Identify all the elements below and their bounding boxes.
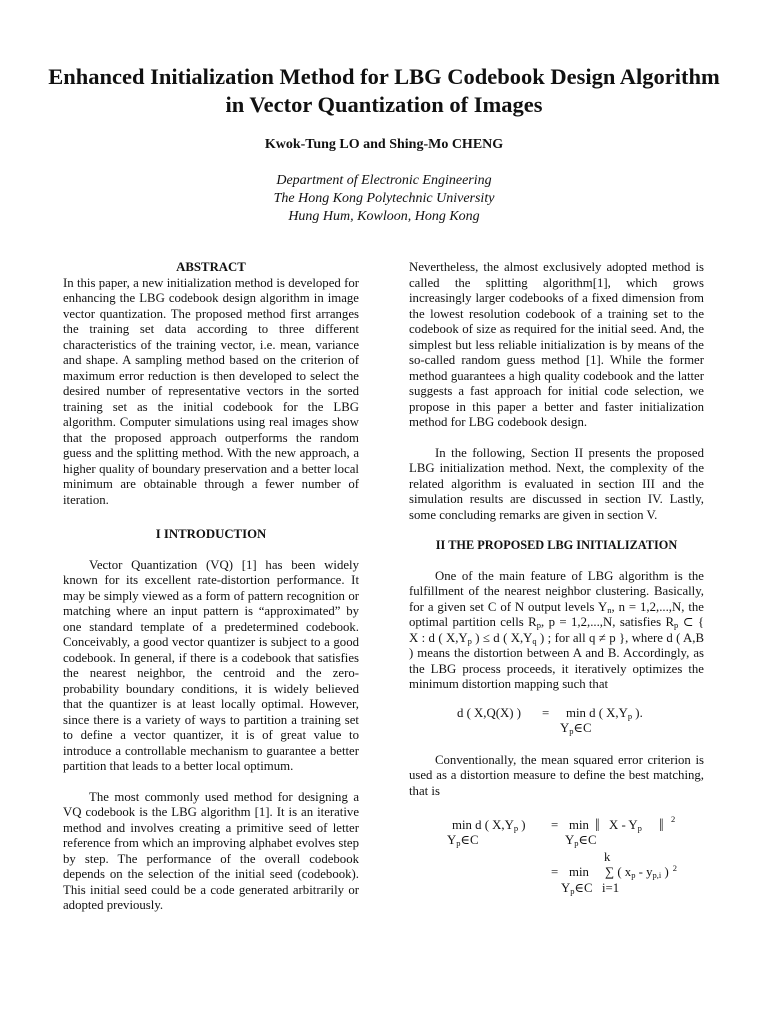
equation-mse: min d ( $X,Y_p$ ) = min || X - $Y_p$ || $^2$ $Y_p\in C$ $Y_p\in C$ k = min ∑ ( $x_p - y_{p,i}$ ) $^2$ $Y_p\in C$ i=1	[447, 814, 677, 896]
body-paragraph-2: In the following, Section II presents the proposed LBG initialization method. Next, the complexity of the related algorithm is evaluated in section III and the simulation results are discussed in section IV. Lastly, some concluding remarks are given in section V.	[409, 445, 704, 522]
affiliation-line: The Hong Kong Polytechnic University	[273, 191, 495, 206]
abstract-text: In this paper, a new initialization method is developed for enhancing the LBG codebook design algorithm in image vector quantization. The proposed method first arranges the training set data according to three different characteristics of the training vector, i.e. mean, variance and shape. A sampling method based on the criterion of maximum error reduction is then developed to select the desired number of representative vectors in the sorted training set as the initial codebook for the LBG algorithm. Computer simulations using real images show that the proposed approach outperforms the random guess and the splitting method. With the new approach, a higher quality of boundary preservation and a better local minimum are obtainable through a fewer number of iteration.	[63, 275, 359, 507]
body-paragraph-3: One of the main feature of LBG algorithm is the fulfillment of the nearest neighbor clustering. Basically, for a given set C of N output levels $Y_n$, n = 1,2,...,N, the optimal partition cells $R_p$, p = 1,2,...,N, satisfies $R_p$ ⊂ { X : d ( $X,Y_p$ ) ≤ d ( $X,Y_q$ ) ; for all q ≠ p }, where d ( A,B ) means the distortion between A and B. Accordingly, as the LBG process proceeds, it iteratively optimizes the minimum distortion mapping such that	[409, 568, 705, 691]
affiliation-line: Department of Electronic Engineering	[276, 173, 492, 188]
affiliation-line: Hung Hum, Kowloon, Hong Kong	[288, 209, 480, 224]
left-column	[63, 260, 359, 914]
intro-paragraph-1: Vector Quantization (VQ) [1] has been widely known for its excellent rate-distortion performance. It may be simply viewed as a form of pattern recognition or matching where an input pattern is “approximated” by one standard template of a predetermined codebook. Conceivably, a good vector quantizer is subject to a good codebook. In general, if there is a codebook that satisfies the nearest neighbor, the centroid and the zero-probability boundary conditions, it is widely believed that the quantizer is at least locally optimal. However, since there is a variety of ways to partition a training set to define a vector quantizer, it is of great value to introduce a controllable mechanism to guarantee a better partition that leads to a better local optimum.	[63, 557, 359, 773]
introduction-heading: I INTRODUCTION	[155, 527, 267, 541]
abstract-heading: ABSTRACT	[176, 260, 246, 274]
equation-min-distortion: d ( X,Q(X) ) = min d ( $X,Y_p$ ). $Y_p\in C$	[457, 705, 643, 736]
intro-paragraph-2: The most commonly used method for designing a VQ codebook is the LBG algorithm [1]. It is an iterative method and involves creating a primitive seed of letter reference from which an improving alphabet evolves step by step. The performance of the overall codebook depends on the selection of the initial seed (codebook). This initial seed could be a code generated arbitrarily or adopted previously.	[63, 789, 359, 912]
body-paragraph-4: Conventionally, the mean squared error criterion is used as a distortion measure to define the best matching, that is	[409, 752, 704, 798]
paper-authors: Kwok-Tung LO and Shing-Mo CHENG	[264, 137, 504, 152]
section-2-heading: II THE PROPOSED LBG INITIALIZATION	[435, 538, 678, 552]
body-paragraph-1: Nevertheless, the almost exclusively adopted method is called the splitting algorithm[1], which grows increasingly larger codebooks of a fixed dimension from the lowest resolution codebook of a training set to the codebook of size as required for the initial seed. And, the simplest but less reliable initialization is by means of the so-called random guess method [1]. While the former method guarantees a high quality codebook and the latter suggests a fast approach for initial code selection, we propose in this paper a better and faster initialization method for LBG codebook design.	[409, 260, 704, 429]
paper-title: Enhanced Initialization Method for LBG Codebook Design Algorithm in Vector Quantization of Images	[48, 64, 720, 117]
right-column	[409, 260, 704, 896]
affiliation	[40, 172, 728, 226]
